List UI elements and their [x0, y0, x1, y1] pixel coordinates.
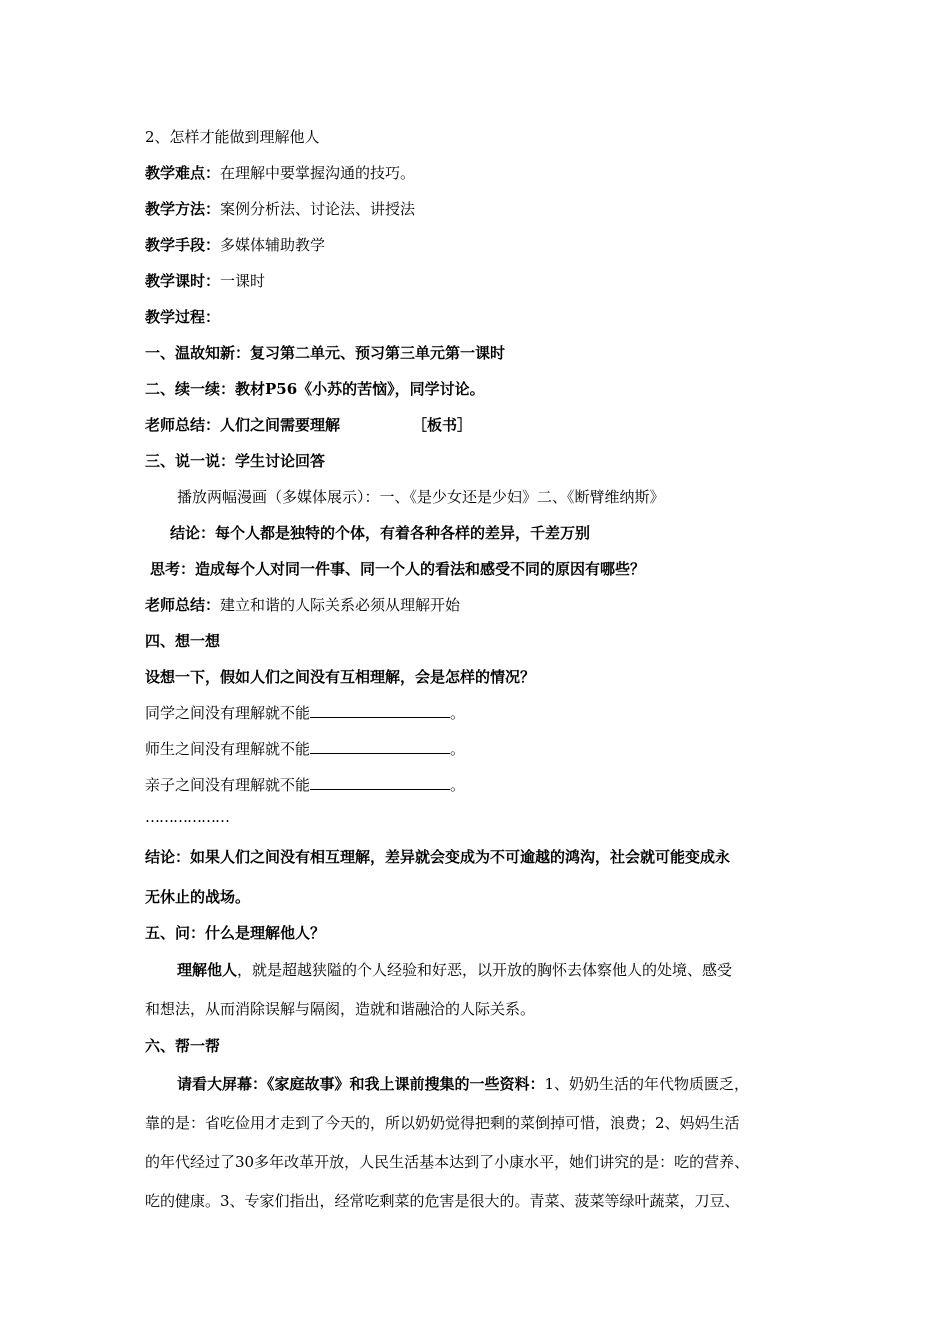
definition-paragraph-cont: 和想法，从而消除误解与隔阂，造就和谐融洽的人际关系。: [145, 1000, 536, 1018]
board-tag: ［板书］: [412, 416, 473, 434]
fill-in-line-parent-child: [145, 775, 465, 795]
fill-in-line-teacher-student: [145, 739, 465, 759]
period: 。: [450, 704, 466, 722]
field-value: 建立和谐的人际关系必须从理解开始: [220, 596, 461, 614]
field-label: 教学手段：: [145, 236, 221, 254]
story-paragraph-line-4: 吃的健康。3、专家们指出，经常吃剩菜的危害是很大的。青菜、菠菜等绿叶蔬菜，刀豆、: [145, 1192, 740, 1210]
field-label: 老师总结：: [145, 596, 221, 614]
section-2-heading: 二、续一续：教材P56《小苏的苦恼》，同学讨论。: [145, 380, 485, 398]
field-label: 教学难点：: [145, 164, 221, 182]
prompt-text: 亲子之间没有理解就不能: [145, 776, 311, 794]
conclusion-2: 结论：如果人们之间没有相互理解，差异就会变成为不可逾越的鸿沟，社会就可能变成永: [145, 848, 731, 866]
answer-blank[interactable]: [310, 775, 450, 790]
story-paragraph: [177, 1074, 749, 1094]
fill-in-line-classmates: [145, 703, 465, 723]
period: 。: [450, 740, 466, 758]
definition-term: 理解他人: [177, 961, 238, 979]
ellipsis-line: ………………: [145, 808, 229, 826]
section-6-heading: 六、帮一帮: [145, 1037, 221, 1055]
think-question: 思考：造成每个人对同一件事、同一个人的看法和感受不同的原因有哪些？: [150, 560, 646, 578]
answer-blank[interactable]: [310, 739, 450, 754]
story-text: 1、奶奶生活的年代物质匮乏，: [544, 1075, 750, 1093]
comic-display-line: 播放两幅漫画（多媒体展示）：一、《是少女还是少妇》二、《断臂维纳斯》: [177, 488, 665, 506]
story-paragraph-line-3: 的年代经过了30多年改革开放，人民生活基本达到了小康水平，她们讲究的是：吃的营养、: [145, 1153, 750, 1171]
field-value: 案例分析法、讨论法、讲授法: [220, 200, 416, 218]
summary-text: 老师总结：人们之间需要理解: [145, 416, 341, 434]
section-1-heading: 一、温故知新：复习第二单元、预习第三单元第一课时: [145, 344, 506, 362]
goal-item-2: 2、怎样才能做到理解他人: [145, 128, 320, 146]
story-paragraph-line-2: 靠的是：省吃俭用才走到了今天的，所以奶奶觉得把剩的菜倒掉可惜，浪费；2、妈妈生活: [145, 1114, 740, 1132]
teacher-summary-1: [145, 415, 472, 435]
imagine-question: 设想一下，假如人们之间没有互相理解，会是怎样的情况？: [145, 668, 536, 686]
conclusion-2-cont: 无休止的战场。: [145, 888, 251, 906]
field-label: 教学方法：: [145, 200, 221, 218]
field-value: 在理解中要掌握沟通的技巧。: [220, 164, 416, 182]
definition-paragraph: [177, 960, 732, 980]
teaching-hours: [145, 271, 265, 291]
prompt-text: 师生之间没有理解就不能: [145, 740, 311, 758]
field-value: 一课时: [220, 272, 266, 290]
story-intro: 请看大屏幕：《家庭故事》和我上课前搜集的一些资料：: [177, 1075, 545, 1093]
prompt-text: 同学之间没有理解就不能: [145, 704, 311, 722]
period: 。: [450, 776, 466, 794]
section-3-text: 三、说一说：学生讨论回答: [145, 452, 326, 470]
field-label: 教学课时：: [145, 272, 221, 290]
teaching-difficulty: [145, 163, 415, 183]
section-5-heading: 五、问：什么是理解他人？: [145, 924, 326, 942]
teaching-means: [145, 235, 325, 255]
field-value: 多媒体辅助教学: [220, 236, 326, 254]
section-4-heading: 四、想一想: [145, 632, 221, 650]
answer-blank[interactable]: [310, 703, 450, 718]
section-3-heading: [145, 451, 325, 471]
teacher-summary-2: [145, 595, 460, 615]
teaching-process-heading: 教学过程：: [145, 308, 221, 326]
teaching-method: [145, 199, 415, 219]
conclusion-1: 结论：每个人都是独特的个体，有着各种各样的差异，千差万别: [170, 524, 591, 542]
definition-text: ，就是超越狭隘的个人经验和好恶，以开放的胸怀去体察他人的处境、感受: [237, 961, 733, 979]
